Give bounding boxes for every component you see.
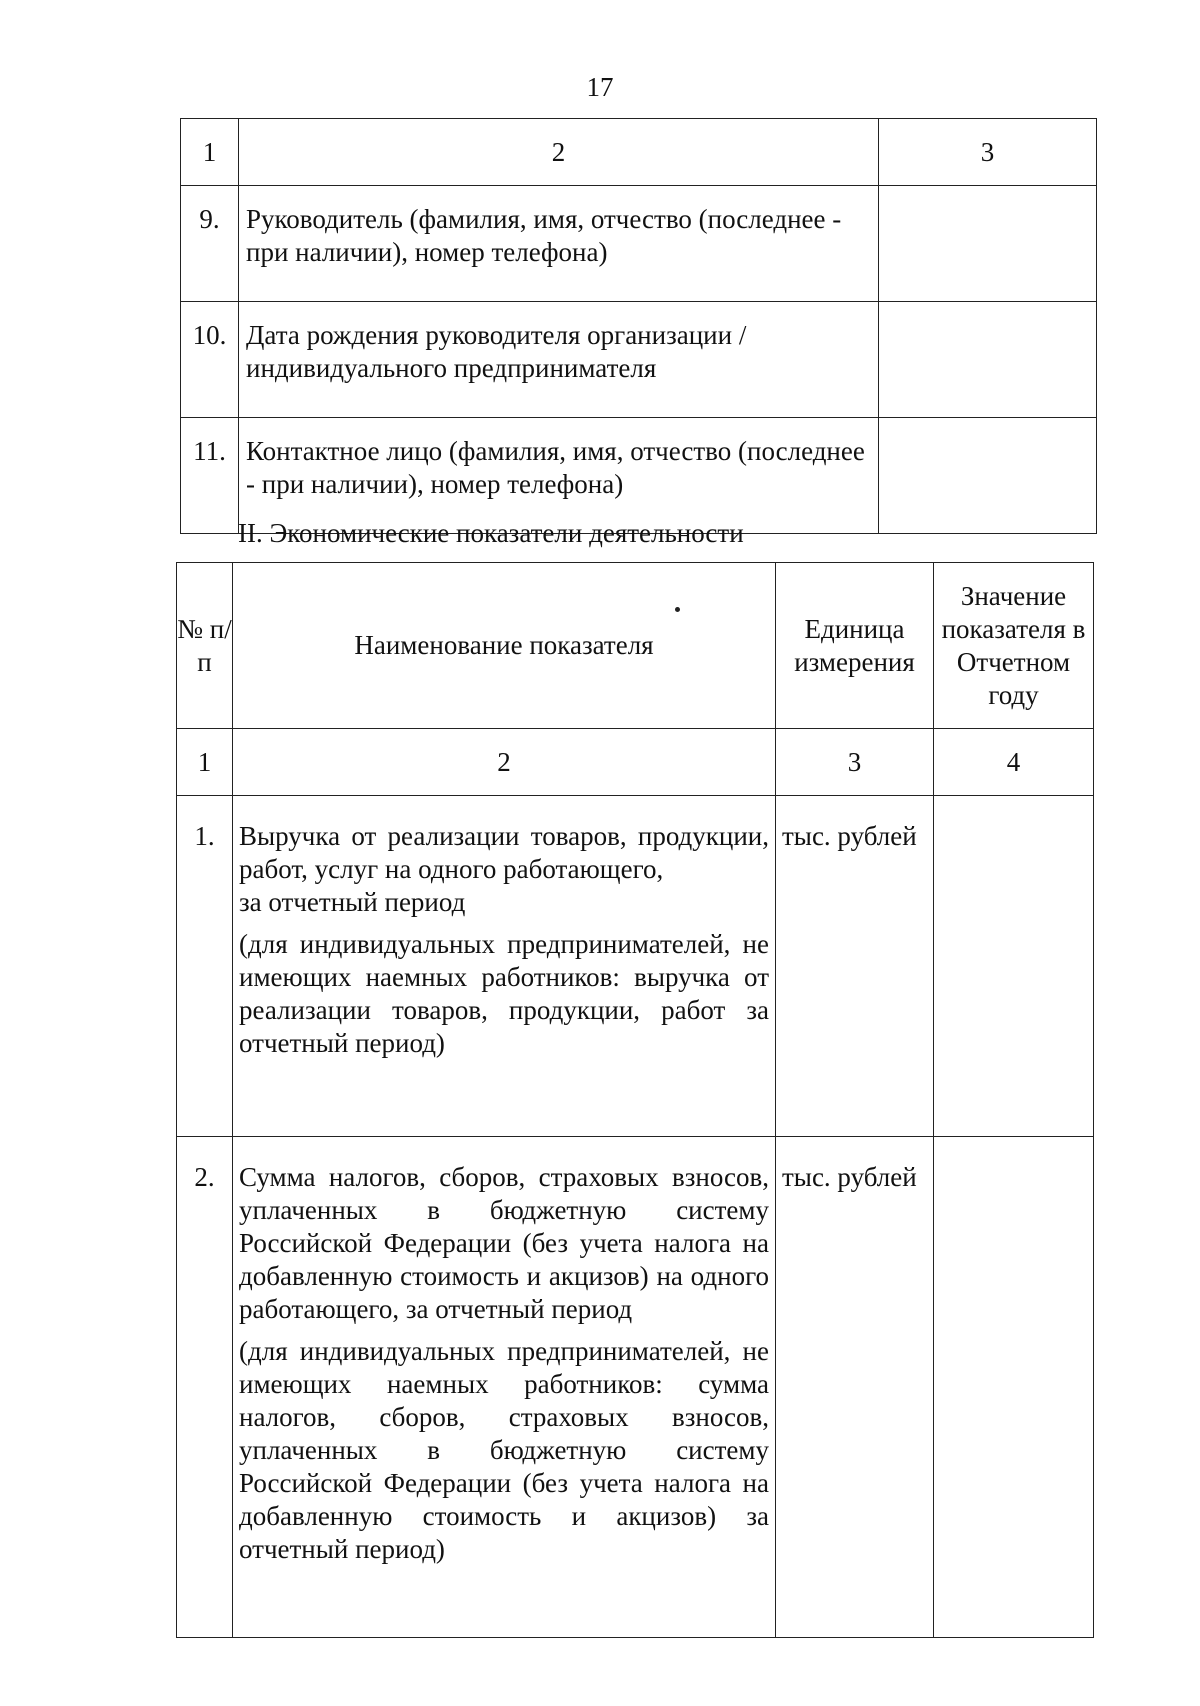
indicator-main-text: Выручка от реализации товаров, продукции, работ, услуг на одного работающего, [239, 821, 769, 884]
section-title: II. Экономические показатели деятельности [238, 518, 744, 548]
table-row [177, 1137, 1094, 1638]
economic-indicators-table [176, 562, 1094, 1638]
header-value: Значение показателя в Отчетном году [934, 563, 1094, 729]
contact-info-table [180, 118, 1097, 534]
indicator-note-text: (для индивидуальных предпринимателей, не имеющих наемных работников: выручка от реализации товаров, продукции, работ за отчетный период) [239, 929, 769, 1058]
row-value-cell[interactable] [879, 418, 1097, 534]
indicator-main-text: Сумма налогов, сборов, страховых взносов, уплаченных в бюджетную систему Российской Федерации (без учета налога на добавленную стоимость и акцизов) на одного работающего, за отчетный период [239, 1162, 769, 1324]
indicator-period-text: за отчетный период [239, 887, 466, 917]
row-label: Руководитель (фамилия, имя, отчество (последнее - при наличии), номер телефона) [239, 186, 879, 302]
page-number: 17 [586, 72, 614, 102]
unit-cell: тыс. рублей [776, 796, 934, 1137]
header-indicator-name-text: Наименование показателя [354, 630, 654, 660]
indicator-note-text: (для индивидуальных предпринимателей, не имеющих наемных работников: сумма налогов, сборов, страховых взносов, уплаченных в бюджетную систему Российской Федерации (без учета налога на добавленную стоимость и акцизов) за отчетный период) [239, 1336, 769, 1564]
row-label: Дата рождения руководителя организации / индивидуального предпринимателя [239, 302, 879, 418]
column-index-1: 1 [177, 729, 233, 796]
indicator-description [233, 1137, 776, 1638]
table-header-row [181, 119, 1097, 186]
column-index-1: 1 [181, 119, 239, 186]
row-value-cell[interactable] [879, 186, 1097, 302]
header-indicator-name [233, 563, 776, 729]
column-index-2: 2 [233, 729, 776, 796]
header-unit: Единица измерения [776, 563, 934, 729]
value-cell[interactable] [934, 1137, 1094, 1638]
column-index-3: 3 [879, 119, 1097, 186]
row-number: 1. [177, 796, 233, 1137]
column-index-3: 3 [776, 729, 934, 796]
row-number: 9. [181, 186, 239, 302]
table-header-row [177, 563, 1094, 729]
table-row [181, 302, 1097, 418]
row-value-cell[interactable] [879, 302, 1097, 418]
ink-dot [675, 607, 680, 612]
column-index-row [177, 729, 1094, 796]
column-index-2: 2 [239, 119, 879, 186]
unit-cell: тыс. рублей [776, 1137, 934, 1638]
indicator-description [233, 796, 776, 1137]
value-cell[interactable] [934, 796, 1094, 1137]
row-number: 2. [177, 1137, 233, 1638]
table-row [181, 186, 1097, 302]
row-label: Контактное лицо (фамилия, имя, отчество (последнее - при наличии), номер телефона) [239, 418, 879, 534]
column-index-4: 4 [934, 729, 1094, 796]
header-number: № п/п [177, 563, 233, 729]
table-row [177, 796, 1094, 1137]
row-number: 10. [181, 302, 239, 418]
row-number: 11. [181, 418, 239, 534]
